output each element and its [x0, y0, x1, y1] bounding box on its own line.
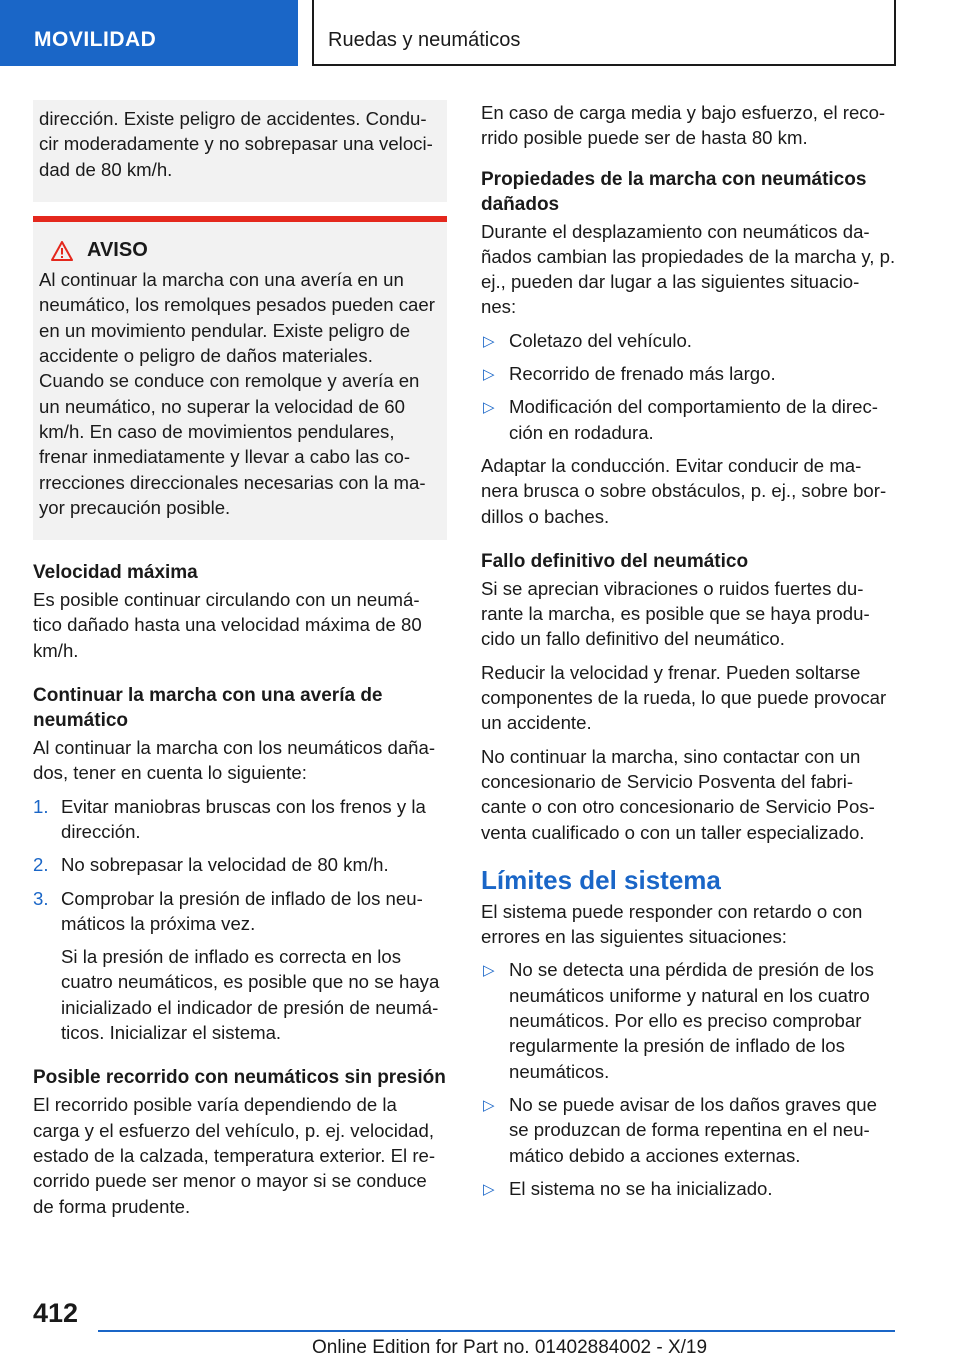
warning-box	[33, 222, 447, 540]
heading-limites-sistema: Límites del sistema	[481, 864, 721, 895]
list-note: Si la presión de inflado es correcta en los cuatro neumáticos, es posible que no se haya inicializado el indicador de presión de neumá- ticos. Inicializar el sistema.	[61, 946, 440, 1044]
warning-heading	[39, 238, 439, 263]
warning-triangle-icon	[51, 241, 73, 261]
list-item-text: No se puede avisar de los daños graves que se produzcan de forma repentina en el neu- mático debido a acciones externas.	[509, 1093, 877, 1166]
triangle-bullet-icon: ▷	[483, 1096, 495, 1114]
list-item	[481, 328, 897, 353]
list-item	[481, 957, 897, 1083]
right-column	[481, 100, 897, 1201]
list-number: 1.	[33, 795, 49, 817]
paragraph-continuar-marcha: Al continuar la marcha con los neumáticos daña- dos, tener en cuenta lo siguiente:	[33, 737, 436, 784]
list-item-text: No se detecta una pérdida de presión de los neumáticos uniforme y natural en los cuatro neumáticos. Por ello es preciso comprobar regularmente la presión de inflado de los neumáticos.	[509, 959, 874, 1082]
list-number: 2.	[33, 854, 49, 876]
warning-text: Al continuar la marcha con una avería en un neumático, los remolques pesados pueden caer en un movimiento pendular. Existe peligro de accidente o peligro de daños materiales. Cuando se conduce con remolque y avería en un neumático, no superar la velocidad de 60 km/h. En caso de movimientos pendulares, frenar inmediatamente y llevar a cabo las co- rrecciones direccionales necesarias con la ma- yor precaución posible.	[39, 269, 435, 518]
paragraph-velocidad-maxima: Es posible continuar circulando con un neumá- tico dañado hasta una velocidad máxima de 80 km/h.	[33, 589, 422, 661]
heading-velocidad-maxima: Velocidad máxima	[33, 562, 198, 584]
continued-warning-box	[33, 100, 447, 202]
list-item	[481, 1176, 897, 1201]
left-column	[33, 100, 447, 1219]
triangle-bullet-icon: ▷	[483, 399, 495, 417]
list-item-text: Coletazo del vehículo.	[509, 329, 692, 351]
heading-recorrido-sin-presion: Posible recorrido con neumáticos sin presión	[33, 1067, 446, 1089]
page-number: 412	[33, 1298, 79, 1328]
paragraph-fallo-1: Si se aprecian vibraciones o ruidos fuertes du- rante la marcha, es posible que se haya produ- cido un fallo definitivo del neumático.	[481, 577, 870, 650]
section-tab	[0, 0, 298, 66]
bullet-list-limites	[481, 957, 897, 1201]
triangle-bullet-icon: ▷	[483, 1180, 495, 1198]
list-item	[33, 886, 447, 937]
list-item	[481, 1092, 897, 1168]
paragraph-limites-sistema: El sistema puede responder con retardo o con errores en las siguientes situaciones:	[481, 900, 863, 948]
triangle-bullet-icon: ▷	[483, 332, 495, 350]
list-item	[481, 361, 897, 386]
bullet-list-propiedades	[481, 328, 897, 445]
paragraph-propiedades-marcha: Durante el desplazamiento con neumáticos da- ñados cambian las propiedades de la marcha y, p. ej., pueden dar lugar a las siguientes situacio- nes:	[481, 220, 896, 318]
triangle-bullet-icon: ▷	[483, 366, 495, 384]
list-item-text: No sobrepasar la velocidad de 80 km/h.	[61, 854, 389, 876]
footer-rule	[98, 1330, 895, 1332]
heading-propiedades-marcha: Propiedades de la marcha con neumáticos dañados	[481, 168, 867, 215]
list-item	[481, 394, 897, 445]
list-item-text: Modificación del comportamiento de la direc- ción en rodadura.	[509, 396, 878, 443]
chapter-title: Ruedas y neumáticos	[328, 29, 521, 51]
list-item	[33, 852, 447, 877]
list-item-text: Evitar maniobras bruscas con los frenos y la dirección.	[61, 795, 426, 842]
list-item-text: Comprobar la presión de inflado de los neu- máticos la próxima vez.	[61, 887, 423, 934]
heading-continuar-marcha: Continuar la marcha con una avería de neumático	[33, 685, 383, 732]
list-item-text: Recorrido de frenado más largo.	[509, 363, 776, 385]
paragraph-fallo-3: No continuar la marcha, sino contactar con un concesionario de Servicio Posventa del fabri- cante o con otro concesionario de Servicio Pos- venta cualificado o con un taller especializado.	[481, 745, 875, 843]
list-item-text: El sistema no se ha inicializado.	[509, 1177, 773, 1199]
continued-warning-text: dirección. Existe peligro de accidentes. Condu- cir moderadamente y no sobrepasar una veloci- dad de 80 km/h.	[39, 108, 433, 180]
page-header	[0, 0, 960, 66]
heading-fallo-definitivo: Fallo definitivo del neumático	[481, 550, 749, 572]
list-item	[33, 794, 447, 845]
list-number: 3.	[33, 887, 49, 909]
paragraph-recorrido-carga: En caso de carga media y bajo esfuerzo, el reco- rrido posible puede ser de hasta 80 km.	[481, 102, 886, 149]
section-title: MOVILIDAD	[34, 28, 157, 51]
numbered-list	[33, 794, 447, 936]
paragraph-recorrido-sin-presion: El recorrido posible varía dependiendo de la carga y el esfuerzo del vehículo, p. ej. velocidad, estado de la calzada, temperatura exterior. El re- corrido puede ser menor o mayor si se conduce de forma prudente.	[33, 1094, 436, 1217]
paragraph-fallo-2: Reducir la velocidad y frenar. Pueden soltarse componentes de la rueda, lo que puede provocar un accidente.	[481, 661, 887, 734]
warning-title: AVISO	[87, 238, 148, 261]
triangle-bullet-icon: ▷	[483, 962, 495, 980]
footer-edition: Online Edition for Part no. 01402884002 - X/19	[312, 1337, 708, 1358]
chapter-tab	[312, 0, 896, 66]
paragraph-adaptar-conduccion: Adaptar la conducción. Evitar conducir de ma- nera brusca o sobre obstáculos, p. ej., sobre bor- dillos o baches.	[481, 454, 887, 527]
